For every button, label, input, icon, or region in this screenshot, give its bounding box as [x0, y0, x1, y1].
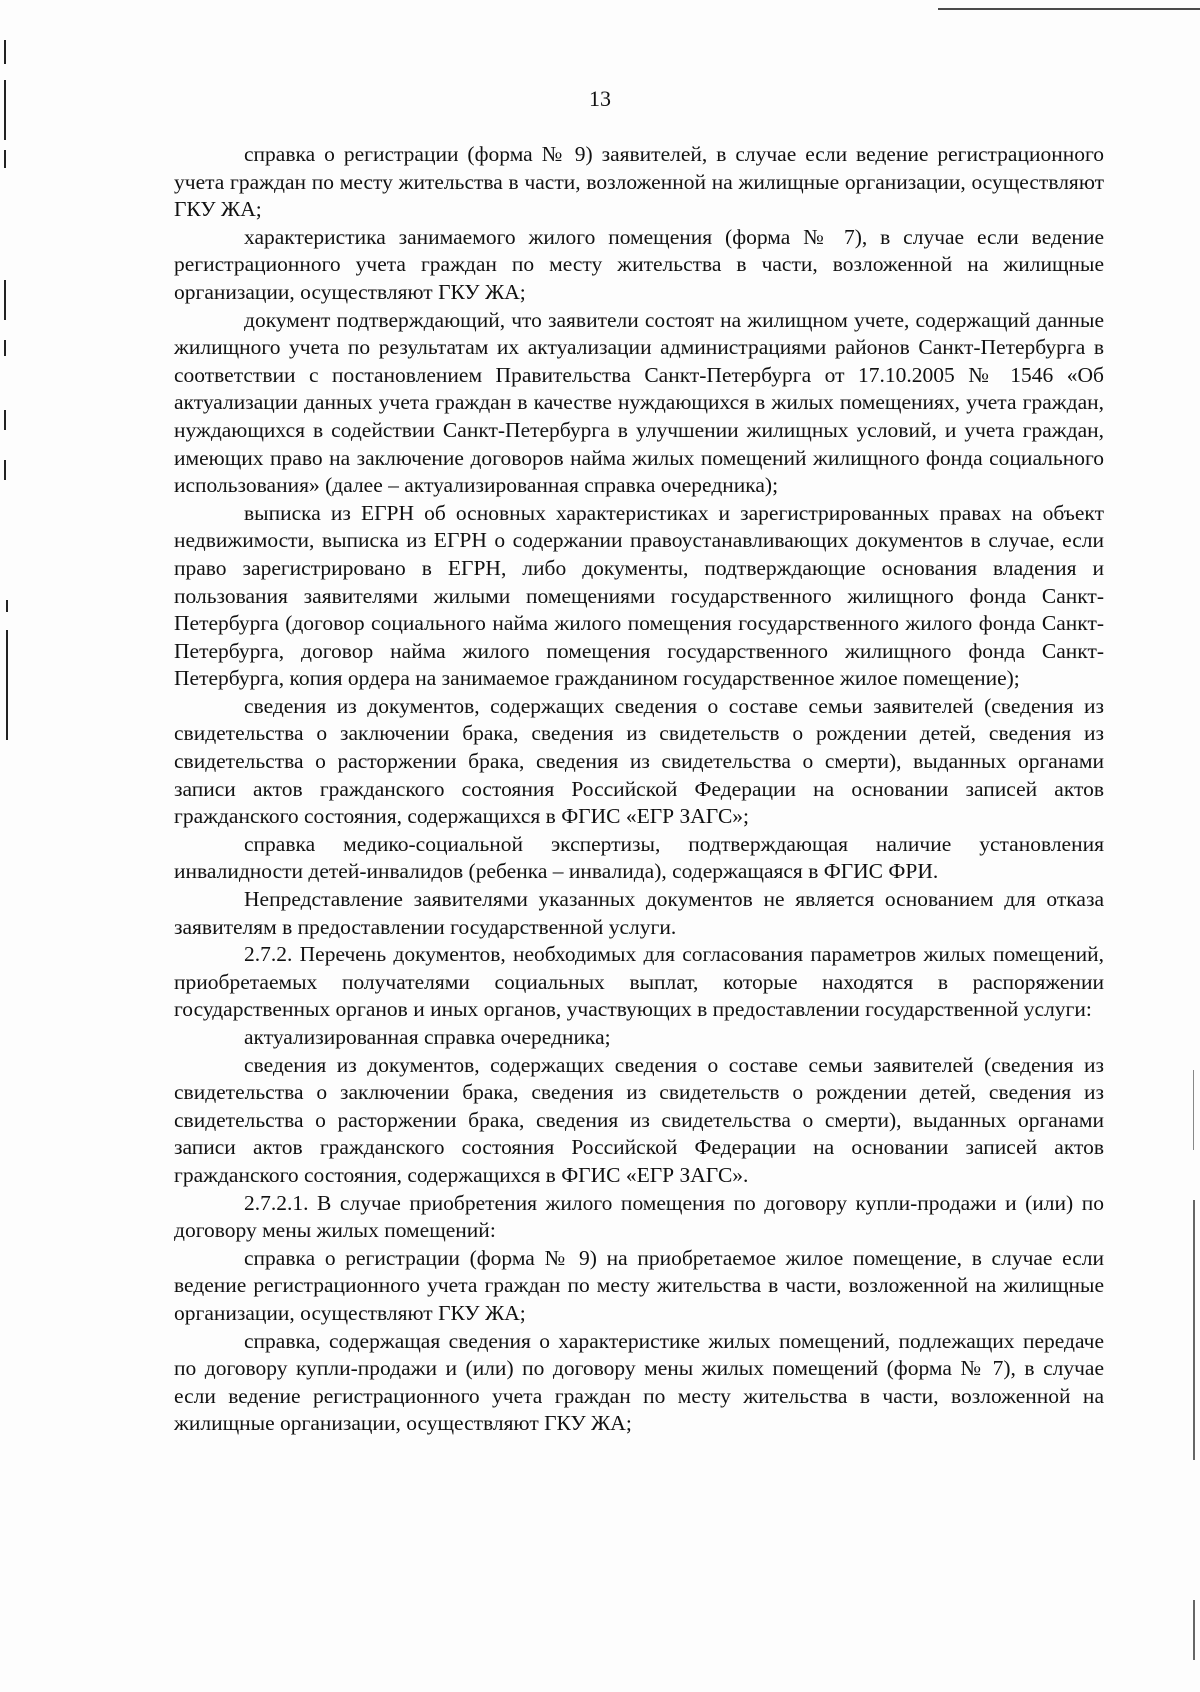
paragraph: документ подтверждающий, что заявители состоят на жилищном учете, содержащий данные жилищного учета по результатам их актуализации администрациями районов Санкт-Петербурга в соответствии с постановлением Правительства Санкт-Петербурга от 17.10.2005 № 1546 «Об актуализации данных учета граждан в качестве нуждающихся в жилых помещениях, учета граждан, нуждающихся в содействии Санкт-Петербурга в улучшении жилищных условий, и учета граждан, имеющих право на заключение договоров найма жилых помещений жилищного фонда социального использования» (далее – актуализированная справка очередника); [174, 307, 1104, 498]
paragraph: справка о регистрации (форма № 9) заявителей, в случае если ведение регистрационного учета граждан по месту жительства в части, возложенной на жилищные организации, осуществляют ГКУ ЖА; [174, 142, 1104, 222]
scan-margin-mark [4, 340, 6, 356]
scan-margin-mark [4, 410, 6, 430]
scan-margin-mark [4, 40, 6, 64]
paragraph: справка медико-социальной экспертизы, подтверждающая наличие установления инвалидности детей-инвалидов (ребенка – инвалида), содержащаяся в ФГИС ФРИ. [174, 831, 1104, 884]
paragraph: характеристика занимаемого жилого помещения (форма № 7), в случае если ведение регистрационного учета граждан по месту жительства в части, возложенной на жилищные организации, осуществляют ГКУ ЖА; [174, 224, 1104, 304]
document-body [174, 141, 1104, 1438]
scan-margin-mark [1193, 1070, 1194, 1150]
scan-margin-mark [1193, 1600, 1195, 1660]
paragraph: сведения из документов, содержащих сведения о составе семьи заявителей (сведения из свидетельства о заключении брака, сведения из свидетельств о рождении детей, сведения из свидетельства о расторжении брака, сведения из свидетельства о смерти), выданных органами записи актов гражданского состояния Российской Федерации на основании записей актов гражданского состояния, содержащихся в ФГИС «ЕГР ЗАГС»; [174, 693, 1104, 829]
scan-margin-mark [1193, 1200, 1195, 1460]
paragraph: актуализированная справка очередника; [244, 1025, 611, 1049]
scan-margin-mark [6, 630, 8, 740]
scan-margin-mark [4, 150, 6, 168]
paragraph: 2.7.2. Перечень документов, необходимых для согласования параметров жилых помещений, приобретаемых получателями социальных выплат, которые находятся в распоряжении государственных органов и иных органов, участвующих в предоставлении государственной услуги: [174, 942, 1104, 1022]
paragraph: справка, содержащая сведения о характеристике жилых помещений, подлежащих передаче по договору купли-продажи и (или) по договору мены жилых помещений (форма № 7), в случае если ведение регистрационного учета граждан по месту жительства в части, возложенной на жилищные организации, осуществляют ГКУ ЖА; [174, 1328, 1104, 1436]
scan-margin-mark [4, 460, 6, 480]
scan-margin-mark [6, 600, 8, 612]
paragraph: сведения из документов, содержащих сведения о составе семьи заявителей (сведения из свидетельства о заключении брака, сведения из свидетельств о рождении детей, сведения из свидетельства о расторжении брака, сведения из свидетельства о смерти), выданных органами записи актов гражданского состояния Российской Федерации на основании записей актов гражданского состояния, содержащихся в ФГИС «ЕГР ЗАГС». [174, 1052, 1104, 1187]
paragraph: 2.7.2.1. В случае приобретения жилого помещения по договору купли-продажи и (или) по договору мены жилых помещений: [174, 1190, 1104, 1243]
paragraph: справка о регистрации (форма № 9) на приобретаемое жилое помещение, в случае если ведение регистрационного учета граждан по месту жительства в части, возложенной на жилищные организации, осуществляют ГКУ ЖА; [174, 1245, 1104, 1325]
paragraph: Непредставление заявителями указанных документов не является основанием для отказа заявителям в предоставлении государственной услуги. [174, 887, 1104, 939]
top-edge-rule [938, 8, 1200, 10]
page-number: 13 [589, 86, 611, 111]
paragraph: выписка из ЕГРН об основных характеристиках и зарегистрированных правах на объект недвижимости, выписка из ЕГРН о содержании правоустанавливающих документов в случае, если право зарегистрировано в ЕГРН, либо документы, подтверждающие основания владения и пользования заявителями жилыми помещениями государственного жилищного фонда Санкт-Петербурга (договор социального найма жилого помещения государственного жилого фонда Санкт-Петербурга, договор найма жилого помещения государственного жилищного фонда Санкт-Петербурга, копия ордера на занимаемое гражданином государственное жилое помещение); [174, 500, 1104, 691]
scan-margin-mark [4, 280, 6, 320]
